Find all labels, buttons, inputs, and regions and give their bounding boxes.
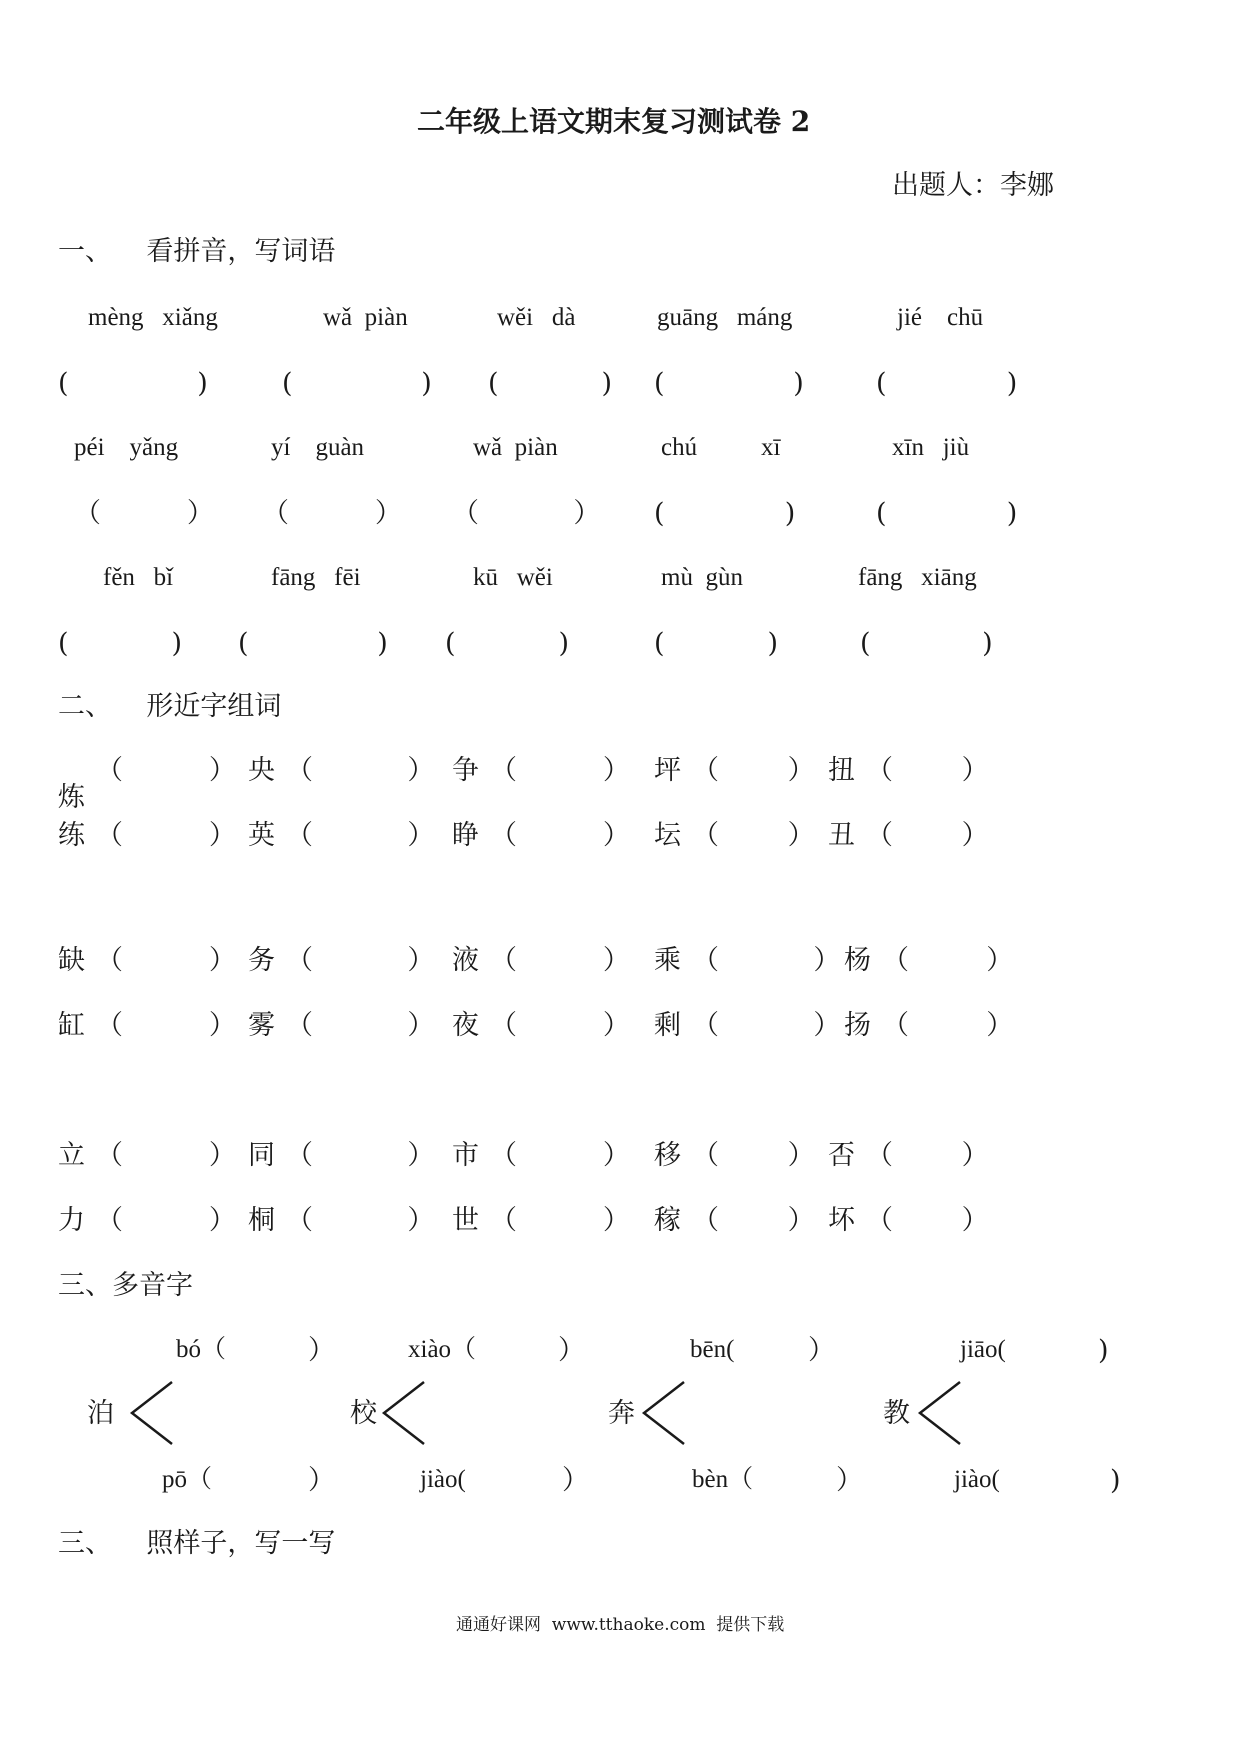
answer-blank[interactable]: （ ） [286,1010,435,1041]
answer-blank[interactable]: （ ） [866,820,989,851]
answer-blank[interactable]: ( ) [238,628,388,659]
answer-blank[interactable]: （ ） [866,755,989,786]
answer-blank-close[interactable]: ） [308,1465,335,1496]
pinyin-1-5: jié chū [897,304,984,331]
char: 市 [452,1140,479,1171]
char: 丑 [828,820,855,851]
answer-blank[interactable]: （ ） [692,1205,815,1236]
char: 坏 [828,1205,855,1236]
answer-blank[interactable]: （ ） [286,820,435,851]
answer-blank[interactable]: （ ） [452,498,601,529]
char: 移 [654,1140,681,1171]
polyphone-char-1: 泊 [87,1398,114,1429]
reading-top-3: bēn( [690,1336,735,1363]
reading-bottom-1: pō（ [162,1466,213,1493]
char: 睁 [452,820,479,851]
answer-blank[interactable]: （ ） [490,945,630,976]
section4-heading: 三、 照样子，写一写 [58,1528,336,1559]
answer-blank[interactable]: （ ） [74,498,214,529]
branch-icon [640,1378,690,1448]
pinyin-3-3: kū wěi [473,564,553,591]
answer-blank[interactable]: ( ) [860,628,993,659]
pinyin-2-3: wǎ piàn [473,434,558,461]
polyphone-char-4: 教 [883,1398,910,1429]
answer-blank[interactable]: （ ） [490,1010,630,1041]
answer-blank[interactable]: （ ） [96,1205,236,1236]
pinyin-1-2: wǎ piàn [323,304,408,331]
char: 杨 [844,945,871,976]
pinyin-2-1: péi yǎng [74,434,179,461]
pinyin-3-1: fěn bǐ [103,564,174,591]
answer-blank-close[interactable]: ) [1110,1465,1121,1496]
answer-blank[interactable]: （ ） [882,1010,1014,1041]
answer-blank[interactable]: ( ) [876,368,1018,399]
char: 扬 [844,1010,871,1041]
answer-blank[interactable]: （ ） [490,1205,630,1236]
char: 力 [58,1205,85,1236]
char: 缸 [58,1010,85,1041]
branch-icon [380,1378,430,1448]
polyphone-char-3: 奔 [608,1398,635,1429]
reading-bottom-3: bèn（ [692,1466,754,1493]
char: 剩 [654,1010,681,1041]
section1-heading: 一、 看拼音，写词语 [58,236,336,267]
char: 炼 [58,782,85,813]
char: 缺 [58,945,85,976]
answer-blank-close[interactable]: ） [836,1465,863,1496]
char: 英 [248,820,275,851]
char: 夜 [452,1010,479,1041]
page-title: 二年级上语文期末复习测试卷 2 [417,105,811,138]
reading-top-4: jiāo( [960,1336,1006,1363]
branch-icon [916,1378,966,1448]
pinyin-2-4: chú [661,434,698,461]
section3-heading: 三、多音字 [58,1270,193,1301]
answer-blank[interactable]: （ ） [692,1140,815,1171]
char: 桐 [248,1205,275,1236]
char: 乘 [654,945,681,976]
answer-blank[interactable]: ( ) [58,368,208,399]
answer-blank[interactable]: （ ） [490,1140,630,1171]
answer-blank[interactable]: （ ） [866,1205,989,1236]
char: 扭 [828,755,855,786]
answer-blank[interactable]: （ ） [692,820,815,851]
answer-blank[interactable]: （ ） [286,1205,435,1236]
char: 练 [58,820,85,851]
char: 同 [248,1140,275,1171]
char: 立 [58,1140,85,1171]
answer-blank-close[interactable]: ) [1098,1335,1109,1366]
char-group1-row1 [58,757,85,811]
polyphone-char-2: 校 [350,1398,377,1429]
answer-blank-close[interactable]: ） [308,1335,335,1366]
answer-blank[interactable]: ( ) [58,628,183,659]
answer-blank-close[interactable]: ） [808,1335,835,1366]
pinyin-2-2: yí guàn [271,434,365,461]
char: 雾 [248,1010,275,1041]
answer-blank[interactable]: （ ） [692,755,815,786]
answer-blank[interactable]: （ ） [692,945,841,976]
answer-blank[interactable]: （ ） [96,755,236,786]
answer-blank[interactable]: （ ） [96,945,236,976]
branch-icon [128,1378,178,1448]
answer-blank[interactable]: ( ) [654,628,779,659]
section2-heading: 二、 形近字组词 [58,691,282,722]
author-line: 出题人：李娜 [892,170,1054,201]
reading-bottom-2: jiào( [420,1466,466,1493]
pinyin-1-3: wěi dà [497,304,576,331]
answer-blank[interactable]: （ ） [96,1140,236,1171]
answer-blank[interactable]: （ ） [866,1140,989,1171]
reading-top-1: bó（ [176,1336,227,1363]
answer-blank-close[interactable]: ） [562,1465,589,1496]
pinyin-2-6: xīn jiù [892,434,970,461]
char: 坪 [654,755,681,786]
answer-blank[interactable]: （ ） [286,945,435,976]
answer-blank[interactable]: ( ) [654,368,804,399]
pinyin-3-5: fāng xiāng [858,564,977,591]
answer-blank[interactable]: ( ) [445,628,570,659]
answer-blank[interactable]: （ ） [262,498,402,529]
answer-blank[interactable]: ( ) [282,368,432,399]
answer-blank[interactable]: ( ) [876,498,1018,529]
char: 世 [452,1205,479,1236]
answer-blank[interactable]: （ ） [692,1010,841,1041]
answer-blank[interactable]: （ ） [96,820,236,851]
answer-blank[interactable]: ( ) [654,498,796,529]
answer-blank[interactable]: ( ) [488,368,613,399]
char: 液 [452,945,479,976]
answer-blank[interactable]: （ ） [286,1140,435,1171]
pinyin-3-2: fāng fēi [271,564,361,591]
char: 央 [248,755,275,786]
answer-blank[interactable]: （ ） [882,945,1014,976]
char: 稼 [654,1205,681,1236]
char: 争 [452,755,479,786]
pinyin-1-1: mèng xiǎng [88,304,218,331]
pinyin-1-4: guāng máng [657,304,793,331]
footer-text: 通通好课网 www.tthaoke.com 提供下载 [456,1615,785,1635]
answer-blank[interactable]: （ ） [96,1010,236,1041]
reading-bottom-4: jiào( [954,1466,1000,1493]
pinyin-3-4: mù gùn [661,564,743,591]
answer-blank[interactable]: （ ） [286,755,435,786]
reading-top-2: xiào（ [408,1336,477,1363]
answer-blank[interactable]: （ ） [490,755,630,786]
answer-blank[interactable]: （ ） [490,820,630,851]
char: 坛 [654,820,681,851]
char: 否 [828,1140,855,1171]
pinyin-2-5: xī [761,434,781,461]
char: 务 [248,945,275,976]
answer-blank-close[interactable]: ） [558,1335,585,1366]
